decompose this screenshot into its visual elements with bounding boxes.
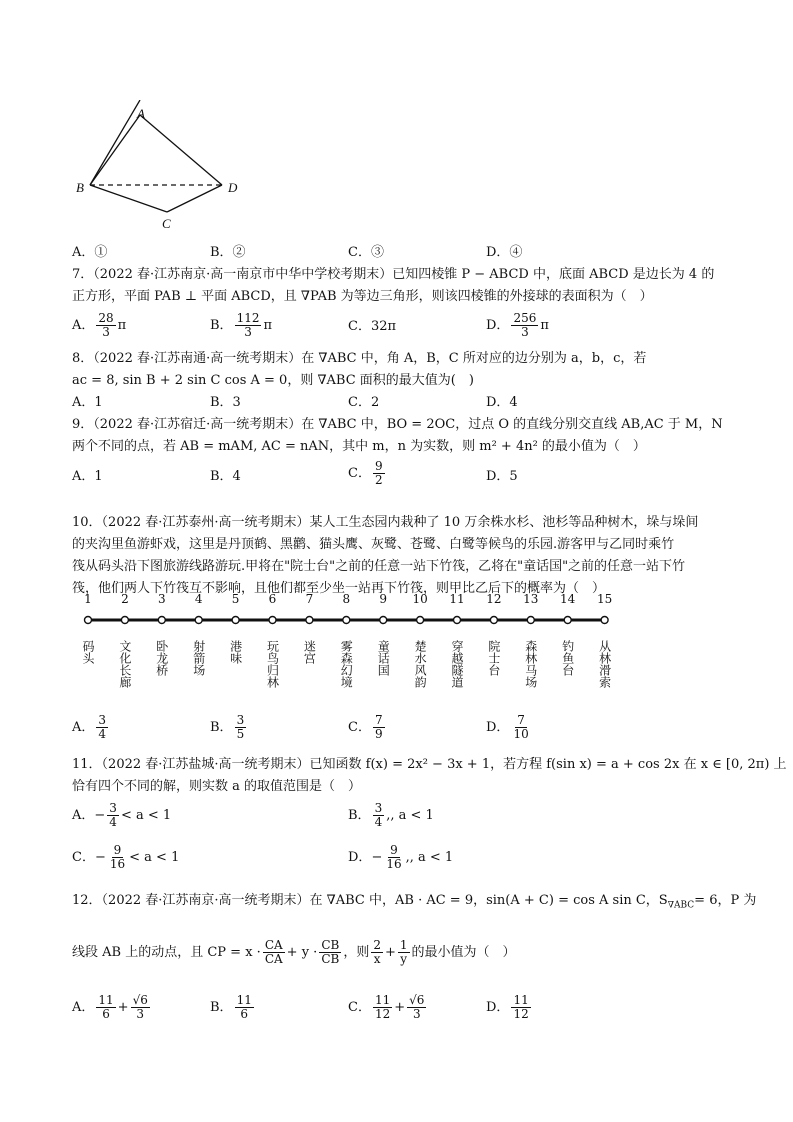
route-stop-dot [121, 617, 128, 624]
q6-option-b: B．② [210, 245, 246, 260]
q11-line-2: 恰有四个不同的解，则实数 a 的取值范围是（ ） [72, 779, 362, 794]
q8-line-1: 8．（2022 春·江苏南通·高一统考期末）在 ∇ABC 中，角 A，B，C 所对应的边分别为 a，b，c，若 [72, 351, 647, 366]
route-stop-name: 港味 [228, 640, 243, 664]
q8-line-2: ac = 8, sin B + 2 sin C cos A = 0，则 ∇ABC 面积的最大值为( ) [72, 373, 474, 388]
q8-option-d: D．4 [486, 395, 518, 410]
route-stop-name: 射箭场 [191, 640, 206, 676]
route-stop-number: 6 [268, 592, 277, 606]
point-d: D [228, 180, 238, 195]
route-stop-number: 5 [231, 592, 240, 606]
q7-option-d: D． $\frac{256}{3}$ π [486, 311, 549, 339]
route-stop-name: 玩鸟归林 [265, 640, 280, 688]
route-stop-number: 11 [449, 592, 465, 606]
route-stop-dot [306, 617, 313, 624]
q12-option-d: D． $\frac{11}{12}$ [486, 993, 529, 1021]
q9-option-b: B．4 [210, 469, 241, 484]
route-stop-name: 森林马场 [523, 640, 538, 688]
route-stop-dot [564, 617, 571, 624]
route-stop-dot [269, 617, 276, 624]
route-stop-name: 迷宫 [302, 640, 317, 664]
q10-line-1: 10．（2022 春·江苏泰州·高一统考期末）某人工生态园内栽种了 10 万余株水杉、池杉等品种树木，垛与垛间 [72, 515, 699, 530]
q7-line-2: 正方形，平面 PAB ⊥ 平面 ABCD，且 ∇PAB 为等边三角形，则该四棱锥的外接球的表面积为（ ） [72, 289, 653, 304]
q8-option-c: C．2 [348, 395, 380, 410]
route-stop-number: 4 [194, 592, 203, 606]
q11-line-1: 11．（2022 春·江苏盐城·高一统考期末）已知函数 f(x) = 2x² − 3x + 1，若方程 f(sin x) = a + cos 2x 在 x ∈ [0, 2π) 上 [72, 757, 787, 772]
route-stop-number: 15 [596, 592, 613, 606]
q10-option-a: A． $\frac{3}{4}$ [72, 713, 107, 741]
route-line [80, 612, 620, 628]
q12-option-b: B． $\frac{11}{6}$ [210, 993, 252, 1021]
route-stop-number: 3 [157, 592, 166, 606]
route-stop-name: 雾森幻境 [339, 640, 354, 688]
route-stop-number: 7 [305, 592, 314, 606]
q11-option-b: B． $\frac{3}{4}$ ,, a < 1 [348, 801, 434, 829]
q12-option-c: C． $\frac{11}{12}$ + $\frac{√6}{3}$ [348, 993, 425, 1021]
route-stop-dot [527, 617, 534, 624]
q7-line-1: 7．（2022 春·江苏南京·高一南京市中华中学校考期末）已知四棱锥 P − ABCD 中，底面 ABCD 是边长为 4 的 [72, 267, 715, 282]
q9-line-1: 9．（2022 春·江苏宿迁·高一统考期末）在 ∇ABC 中，BO = 2OC，过点 O 的直线分别交直线 AB,AC 于 M，N [72, 417, 723, 432]
route-stop-number: 12 [486, 592, 502, 606]
route-stop-number: 2 [121, 592, 129, 606]
q10-line-3: 筏从码头沿下图旅游线路游玩.甲将在"院士台"之前的任意一站下竹筏，乙将在"童话国"之前的任意一站下竹 [72, 559, 686, 574]
route-stop-dot [232, 617, 239, 624]
q7-option-b: B． $\frac{112}{3}$ π [210, 311, 273, 339]
route-stop-dot [417, 617, 424, 624]
route-stop-number: 10 [412, 592, 428, 606]
q9-line-2: 两个不同的点，若 AB = mAM, AC = nAN，其中 m，n 为实数，则 m² + 4n² 的最小值为（ ） [72, 439, 646, 454]
q9-option-a: A．1 [72, 469, 103, 484]
q10-option-d: D． $\frac{7}{10}$ [486, 713, 529, 741]
q11-option-d: D．− $\frac{9}{16}$ ,, a < 1 [348, 843, 454, 871]
route-stop-name: 码头 [81, 640, 95, 664]
q8-option-a: A．1 [72, 395, 103, 410]
q8-option-b: B．3 [210, 395, 241, 410]
q11-option-a: A．− $\frac{3}{4}$ < a < 1 [72, 801, 172, 829]
route-stop-name: 穿越隧道 [450, 640, 464, 688]
point-b: B [76, 180, 84, 195]
q12-line-2: 线段 AB 上的动点，且 CP = x · $\frac{CA}{CA}$ + y · $\frac{CB}{CB}$ ，则 $\frac{2}{x}$ + $\frac{1}{y}$ 的最小值为（ ） [72, 938, 516, 966]
q10-option-c: C． $\frac{7}{9}$ [348, 713, 383, 741]
point-c: C [162, 216, 171, 231]
q6-option-a: A．① [72, 245, 108, 260]
point-a: A [137, 106, 145, 121]
q9-option-d: D．5 [486, 469, 518, 484]
q10-line-4: 筏，他们两人下竹筏互不影响，且他们都至少坐一站再下竹筏，则甲比乙后下的概率为（ ） [72, 581, 606, 596]
q7-option-a: A． $\frac{28}{3}$ π [72, 311, 127, 339]
route-stop-dot [158, 617, 165, 624]
route-stop-name: 文化长廊 [117, 640, 132, 688]
route-stop-dot [601, 617, 608, 624]
route-stop-number: 14 [560, 592, 576, 606]
route-stop-dot [195, 617, 202, 624]
q6-option-d: D．④ [486, 245, 523, 260]
q9-option-c: C． $\frac{9}{2}$ [348, 459, 383, 487]
route-stop-dot [454, 617, 461, 624]
route-stop-number: 1 [84, 592, 92, 606]
route-stop-number: 9 [379, 592, 387, 606]
route-stop-name: 楚水风韵 [413, 640, 428, 688]
q12-option-a: A． $\frac{11}{6}$ + $\frac{√6}{3}$ [72, 993, 148, 1021]
route-stop-dot [85, 617, 92, 624]
q7-option-c: C．32π [348, 319, 397, 334]
route-stop-name: 钓鱼台 [560, 640, 575, 676]
q6-option-c: C．③ [348, 245, 384, 260]
route-stop-dot [490, 617, 497, 624]
q11-option-c: C．− $\frac{9}{16}$ < a < 1 [72, 843, 180, 871]
route-stop-dot [343, 617, 350, 624]
route-stop-dot [380, 617, 387, 624]
route-stop-name: 院士台 [486, 640, 501, 676]
route-stop-name: 从林滑索 [597, 640, 612, 688]
route-stop-number: 8 [342, 592, 351, 606]
route-stop-number: 13 [523, 592, 539, 606]
route-stop-name: 童话国 [376, 640, 391, 676]
q10-option-b: B． $\frac{3}{5}$ [210, 713, 245, 741]
q10-line-2: 的夹沟里鱼游虾戏，这里是丹顶鹤、黑鹳、猫头鹰、灰鹭、苍鹭、白鹭等候鸟的乐园.游客甲与乙同时乘竹 [72, 537, 675, 552]
route-stop-name: 卧龙桥 [154, 640, 169, 676]
q12-line-1: 12．（2022 春·江苏南京·高一统考期末）在 ∇ABC 中，AB · AC = 9，sin(A + C) = cos A sin C，$S_{\nabla ABC}= 6$，P 为 [72, 893, 757, 911]
